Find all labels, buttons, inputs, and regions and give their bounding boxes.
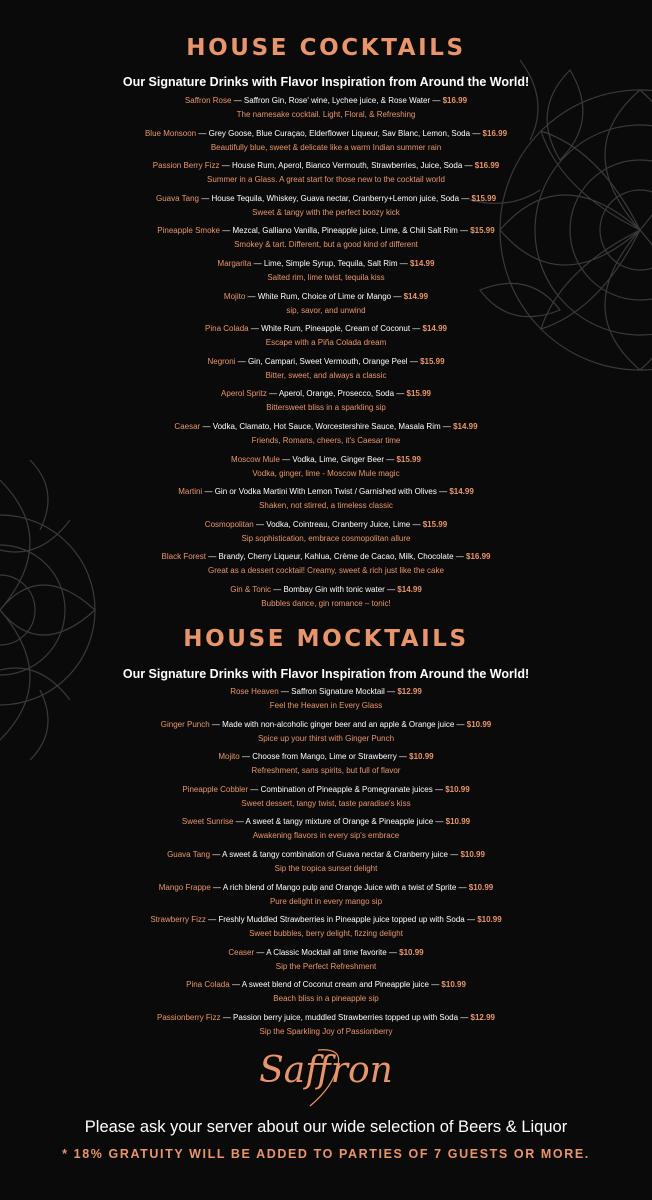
menu-item-ingredients: White Rum, Choice of Lime or Mango [257, 291, 392, 301]
separator-dash: — [202, 422, 211, 431]
menu-item-description: Spice up your thirst with Ginger Punch [257, 733, 395, 743]
menu-item [0, 814, 652, 842]
cocktails-heading: HOUSE COCKTAILS [186, 35, 466, 61]
menu-item-line [0, 256, 652, 272]
menu-item-ingredients: Lime, Simple Syrup, Tequila, Salt Rim [263, 259, 398, 268]
menu-item [0, 256, 652, 284]
menu-item-description: Salted rim, lime twist, tequila kiss [267, 273, 385, 282]
menu-item-description: Bitter, sweet, and always a classic [265, 370, 387, 380]
separator-dash: — [233, 96, 242, 105]
separator-dash: — [212, 850, 221, 859]
menu-item-name: Negroni [207, 356, 236, 366]
menu-item-line [0, 582, 652, 598]
separator-dash: — [456, 719, 465, 729]
separator-dash: — [282, 454, 291, 464]
menu-item [0, 484, 652, 512]
menu-item-name: Aperol Spritz [221, 389, 267, 399]
menu-item-description: Sip sophistication, embrace cosmopolitan allure [241, 533, 411, 543]
separator-dash: — [235, 817, 244, 827]
menu-item-price: $14.99 [403, 291, 429, 301]
menu-item-price: $16.99 [474, 161, 500, 171]
menu-item-line [0, 158, 652, 174]
separator-dash: — [387, 585, 396, 594]
menu-item-description: Feel the Heaven in Every Glass [269, 701, 383, 710]
menu-item-ingredients: House Rum, Aperol, Bianco Vermouth, Strawberries, Juice, Soda [231, 161, 463, 171]
separator-dash: — [466, 915, 475, 925]
menu-item-ingredients: Saffron Signature Mocktail [291, 687, 385, 696]
separator-dash: — [387, 687, 396, 696]
menu-item-line [0, 93, 652, 109]
menu-item [0, 452, 652, 480]
menu-item [0, 749, 652, 777]
menu-item-description: Sweet dessert, tangy twist, taste paradise's kiss [241, 798, 411, 808]
separator-dash: — [450, 850, 459, 859]
separator-dash: — [393, 291, 402, 301]
menu-item-description: Beautifully blue, sweet & delicate like a warm Indian summer rain [210, 142, 442, 152]
menu-item-name: Martini [178, 487, 203, 497]
menu-item-price: $10.99 [468, 882, 494, 892]
menu-item-name: Pineapple Smoke [157, 226, 220, 236]
menu-item [0, 847, 652, 875]
separator-dash: — [431, 980, 440, 990]
separator-dash: — [460, 1013, 469, 1022]
menu-item-description: Smokey & tart. Different, but a good kind of different [234, 240, 418, 250]
separator-dash: — [222, 226, 231, 236]
mocktails-heading: HOUSE MOCKTAILS [183, 626, 469, 652]
menu-item-name: Ginger Punch [160, 719, 210, 729]
menu-item-name: Pina Colada [186, 980, 230, 990]
separator-dash: — [399, 259, 408, 268]
menu-item-name: Passionberry Fizz [157, 1013, 221, 1022]
menu-item-name: Strawberry Fizz [150, 915, 206, 925]
separator-dash: — [273, 585, 282, 594]
menu-item-ingredients: Passion berry juice, muddled Strawberries topped up with Soda [233, 1013, 459, 1022]
separator-dash: — [269, 389, 278, 399]
beers-liquor-notice: Please ask your server about our wide selection of Beers & Liquor [84, 1118, 568, 1136]
menu-item [0, 223, 652, 251]
menu-item-ingredients: Vodka, Clamato, Hot Sauce, Worcestershire Sauce, Masala Rim [212, 422, 441, 431]
menu-item-ingredients: Choose from Mango, Lime or Strawberry [252, 752, 397, 762]
menu-item-name: Passion Berry Fizz [152, 161, 220, 171]
menu-item-description: Friends, Romans, cheers, it's Caesar time [251, 436, 401, 445]
menu-item-name: Ceaser [228, 947, 255, 957]
menu-item-name: Mojito [223, 291, 246, 301]
separator-dash: — [409, 356, 418, 366]
menu-item-price: $10.99 [441, 980, 466, 990]
menu-item [0, 880, 652, 908]
menu-item-name: Moscow Mule [231, 454, 280, 464]
menu-item-price: $15.99 [471, 193, 497, 203]
menu-item-ingredients: White Rum, Pineapple, Cream of Coconut [261, 324, 411, 334]
menu-item [0, 977, 652, 1005]
separator-dash: — [464, 161, 473, 171]
menu-item-line [0, 223, 652, 239]
menu-item-ingredients: A sweet & tangy mixture of Orange & Pineapple juice [245, 817, 434, 827]
separator-dash: — [231, 980, 240, 990]
menu-item-price: $12.99 [470, 1013, 495, 1022]
separator-dash: — [208, 915, 217, 925]
menu-item-line [0, 847, 652, 863]
menu-item [0, 912, 652, 940]
saffron-logo: Saffron [259, 1050, 393, 1091]
menu-item-name: Gin & Tonic [230, 585, 271, 594]
menu-item [0, 386, 652, 414]
menu-item [0, 1010, 652, 1038]
separator-dash: — [439, 487, 448, 497]
menu-item-line [0, 782, 652, 798]
menu-item-ingredients: Bombay Gin with tonic water [283, 585, 385, 594]
menu-item-line [0, 749, 652, 765]
menu-item [0, 126, 652, 154]
menu-item-description: Sweet & tangy with the perfect boozy kick [252, 207, 400, 217]
menu-item-description: Summer in a Glass. A great start for those new to the cocktail world [207, 175, 445, 185]
menu-item-line [0, 386, 652, 402]
menu-item [0, 289, 652, 317]
menu-item [0, 717, 652, 745]
cocktails-subtitle: Our Signature Drinks with Flavor Inspiration from Around the World! [122, 75, 530, 89]
separator-dash: — [201, 193, 210, 203]
separator-dash: — [396, 389, 405, 399]
menu-item [0, 191, 652, 219]
menu-item-ingredients: Brandy, Cherry Liqueur, Kahlua, Crème de Cacao, Milk, Chocolate [218, 552, 454, 562]
menu-item-ingredients: A sweet & tangy combination of Guava nectar & Cranberry juice [222, 850, 448, 859]
menu-item-name: Guava Tang [155, 193, 199, 203]
separator-dash: — [461, 193, 470, 203]
menu-item-description: Refreshment, sans spirits, but full of flavor [251, 766, 401, 776]
separator-dash: — [280, 687, 289, 696]
menu-item-ingredients: Made with non-alcoholic ginger beer and an apple & Orange juice [222, 719, 455, 729]
menu-item-line [0, 191, 652, 207]
menu-item-ingredients: Vodka, Lime, Ginger Beer [292, 454, 385, 464]
menu-item-line [0, 517, 652, 533]
menu-item-price: $10.99 [445, 817, 471, 827]
menu-item-description: Escape with a Piña Colada dream [265, 338, 387, 348]
menu-item-price: $10.99 [445, 784, 470, 794]
menu-item-line [0, 452, 652, 468]
menu-item-ingredients: Freshly Muddled Strawberries in Pineapple juice topped up with Soda [218, 915, 465, 925]
separator-dash: — [250, 324, 259, 334]
menu-item-ingredients: Aperol, Orange, Prosecco, Soda [278, 389, 395, 399]
menu-item-line [0, 484, 652, 500]
menu-item-line [0, 321, 652, 337]
menu-item-name: Sweet Sunrise [181, 817, 234, 827]
menu-item [0, 354, 652, 382]
menu-item-description: The namesake cocktail. Light, Floral, & Refreshing [236, 110, 416, 119]
separator-dash: — [221, 161, 230, 171]
menu-item-line [0, 684, 652, 700]
menu-item-description: Beach bliss in a pineapple sip [273, 994, 379, 1004]
menu-item [0, 684, 652, 712]
separator-dash: — [434, 784, 443, 794]
menu-item-name: Saffron Rose [184, 96, 232, 105]
menu-item-price: $10.99 [399, 947, 424, 957]
menu-item-line [0, 419, 652, 435]
menu-item-price: $15.99 [470, 226, 495, 236]
menu-item-ingredients: Saffron Gin, Rose' wine, Lychee juice, & Rose Water [243, 96, 431, 105]
separator-dash: — [455, 552, 464, 562]
menu-item-description: sip, savor, and unwind [286, 305, 366, 315]
menu-item-line [0, 354, 652, 370]
menu-item-description: Great as a dessert cocktail! Creamy, sweet & rich just like the cake [208, 566, 444, 576]
menu-item-price: $14.99 [422, 324, 447, 334]
menu-item-price: $10.99 [460, 850, 485, 859]
menu-item-line [0, 717, 652, 733]
menu-item-name: Guava Tang [167, 850, 211, 859]
menu-item [0, 945, 652, 973]
menu-item-description: Shaken, not stirred, a timeless classic [259, 501, 393, 511]
menu-item-ingredients: Mezcal, Galliano Vanilla, Pineapple juice, Lime, & Chili Salt Rim [232, 226, 458, 236]
menu-item-price: $16.99 [442, 96, 468, 105]
separator-dash: — [237, 356, 246, 366]
menu-item-price: $14.99 [409, 259, 435, 268]
menu-item-ingredients: House Tequila, Whiskey, Guava nectar, Cranberry+Lemon juice, Soda [211, 193, 460, 203]
menu-item-description: Sip the tropica sunset delight [274, 864, 378, 873]
separator-dash: — [208, 552, 217, 562]
gratuity-note: * 18% GRATUITY WILL BE ADDED TO PARTIES OF 7 GUESTS OR MORE. [62, 1147, 590, 1161]
menu-item [0, 517, 652, 545]
menu-item-ingredients: Grey Goose, Blue Curaçao, Elderflower Liqueur, Sav Blanc, Lemon, Soda [208, 128, 471, 138]
menu-item-name: Blue Monsoon [144, 128, 197, 138]
separator-dash: — [398, 752, 407, 762]
separator-dash: — [472, 128, 481, 138]
menu-item [0, 582, 652, 610]
menu-item-description: Vodka, ginger, lime - Moscow Mule magic [252, 468, 400, 478]
menu-item-name: Margarita [217, 259, 252, 268]
menu-item-description: Sip the Perfect Refreshment [275, 961, 377, 971]
separator-dash: — [458, 882, 467, 892]
menu-item [0, 549, 652, 577]
menu-item-name: Caesar [174, 422, 201, 431]
separator-dash: — [435, 817, 444, 827]
separator-dash: — [460, 226, 468, 236]
separator-dash: — [250, 784, 259, 794]
menu-item-ingredients: A rich blend of Mango pulp and Orange Juice with a twist of Sprite [222, 882, 457, 892]
menu-item [0, 158, 652, 186]
menu-item-price: $16.99 [466, 552, 491, 562]
menu-item-price: $14.99 [397, 585, 422, 594]
separator-dash: — [222, 1013, 231, 1022]
separator-dash: — [241, 752, 250, 762]
menu-item-price: $16.99 [482, 128, 508, 138]
separator-dash: — [247, 291, 256, 301]
menu-item-price: $10.99 [409, 752, 434, 762]
menu-item-ingredients: Gin or Vodka Martini With Lemon Twist / Garnished with Olives [214, 487, 437, 497]
menu-item [0, 782, 652, 810]
menu-item-line [0, 1010, 652, 1026]
separator-dash: — [412, 519, 421, 529]
menu-item-ingredients: A Classic Mocktail all time favorite [266, 947, 387, 957]
menu-item-description: Bittersweet bliss in a sparkling sip [266, 403, 386, 413]
menu-item-line [0, 814, 652, 830]
menu-item-price: $15.99 [422, 519, 448, 529]
separator-dash: — [432, 96, 441, 105]
menu-item [0, 93, 652, 121]
menu-item-price: $12.99 [397, 687, 422, 696]
menu-item-ingredients: Gin, Campari, Sweet Vermouth, Orange Peel [247, 356, 408, 366]
menu-item-name: Mango Frappe [158, 882, 211, 892]
menu-item-description: Sip the Sparkling Joy of Passionberry [259, 1027, 393, 1036]
menu-item-name: Pina Colada [205, 324, 249, 334]
menu-item-price: $15.99 [406, 389, 431, 399]
separator-dash: — [204, 487, 213, 497]
menu-item-line [0, 126, 652, 142]
separator-dash: — [386, 454, 395, 464]
menu-item-line [0, 912, 652, 928]
mocktails-subtitle: Our Signature Drinks with Flavor Inspiration from Around the World! [122, 667, 530, 681]
menu-item-name: Black Forest [161, 552, 206, 562]
separator-dash: — [253, 259, 262, 268]
menu-item-line [0, 289, 652, 305]
menu-item-description: Bubbles dance, gin romance – tonic! [261, 599, 391, 608]
menu-item-description: Sweet bubbles, berry delight, fizzing delight [249, 929, 403, 939]
menu-item-description: Pure delight in every mango sip [269, 896, 383, 906]
menu-item-price: $10.99 [466, 719, 492, 729]
menu-item-price: $15.99 [396, 454, 421, 464]
menu-item-price: $14.99 [453, 422, 478, 431]
menu-item-line [0, 549, 652, 565]
menu-item-price: $10.99 [477, 915, 502, 925]
separator-dash: — [256, 947, 265, 957]
menu-item-description: Awakening flavors in every sip's embrace [252, 831, 400, 841]
menu-item-line [0, 880, 652, 896]
separator-dash: — [213, 882, 222, 892]
menu-item-ingredients: A sweet blend of Coconut cream and Pineapple juice [241, 980, 429, 990]
menu-item-line [0, 945, 652, 961]
separator-dash: — [412, 324, 421, 334]
menu-item-price: $14.99 [449, 487, 474, 497]
separator-dash: — [255, 519, 264, 529]
separator-dash: — [388, 947, 397, 957]
menu-item [0, 321, 652, 349]
menu-item-ingredients: Combination of Pineapple & Pomegranate juices [260, 784, 433, 794]
menu-item-price: $15.99 [420, 356, 445, 366]
separator-dash: — [211, 719, 220, 729]
separator-dash: — [198, 128, 207, 138]
menu-item-name: Mojito [218, 752, 240, 762]
menu-item-line [0, 977, 652, 993]
menu-item-name: Pineapple Cobbler [182, 784, 249, 794]
menu-item-name: Cosmopolitan [204, 519, 254, 529]
menu-item [0, 419, 652, 447]
menu-item-name: Rose Heaven [230, 687, 279, 696]
menu-item-ingredients: Vodka, Cointreau, Cranberry Juice, Lime [266, 519, 411, 529]
separator-dash: — [442, 422, 451, 431]
